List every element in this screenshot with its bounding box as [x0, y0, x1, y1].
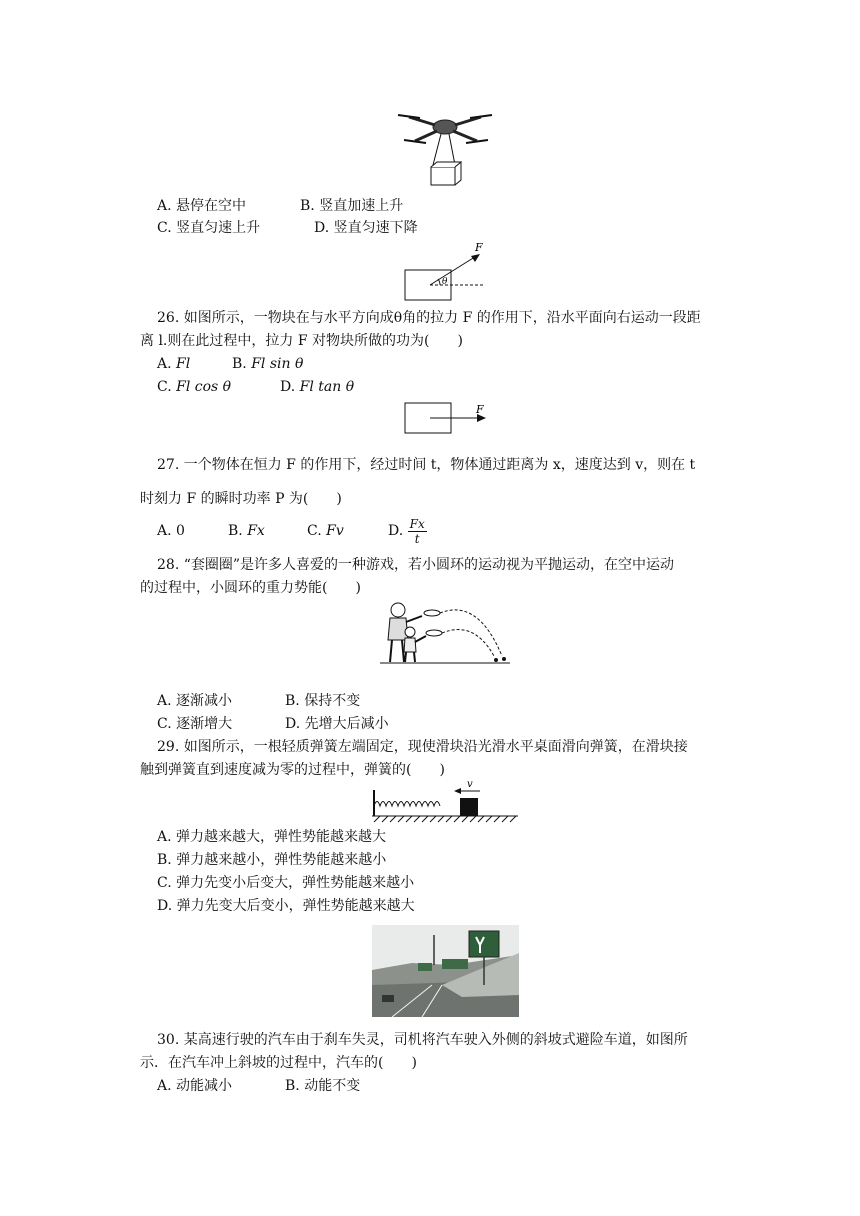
spring: [374, 802, 440, 807]
q27-figure: [400, 400, 490, 436]
q30-stem-cont: 示．在汽车冲上斜坡的过程中，汽车的( ): [140, 1055, 417, 1071]
ring-icon: [424, 610, 440, 616]
q29-option-b[interactable]: B. 弹力越来越小，弹性势能越来越小: [157, 852, 387, 868]
q27-stem: 27. 一个物体在恒力 F 的作用下，经过时间 t，物体通过距离为 x，速度达到 v，则在 t: [157, 457, 696, 473]
force-label: F: [476, 403, 484, 416]
q28-option-c[interactable]: C. 逐渐增大: [157, 716, 233, 732]
q28-stem-cont: 的过程中，小圆环的重力势能( ): [140, 580, 361, 596]
q30-stem: 30. 某高速行驶的汽车由于刹车失灵，司机将汽车驶入外侧的斜坡式避险车道，如图所: [157, 1032, 688, 1048]
ramp-photo: [372, 925, 519, 1017]
ring-icon: [426, 630, 442, 636]
cargo-box: [431, 167, 455, 185]
q29-option-c[interactable]: C. 弹力先变小后变大，弹性势能越来越小: [157, 875, 415, 891]
slider-block: [460, 798, 478, 816]
q25-option-d[interactable]: D. 竖直匀速下降: [314, 220, 418, 236]
q26-figure: [400, 242, 490, 304]
q27-option-b[interactable]: B. Fx: [228, 523, 265, 539]
force-label: F: [475, 242, 483, 254]
drone-figure: [395, 105, 495, 190]
q29-option-d[interactable]: D. 弹力先变大后变小，弹性势能越来越大: [157, 898, 415, 914]
q29-option-a[interactable]: A. 弹力越来越大，弹性势能越来越大: [157, 829, 387, 845]
q25-option-b[interactable]: B. 竖直加速上升: [300, 198, 404, 214]
spring-figure: [370, 778, 520, 824]
q27-option-a[interactable]: A. 0: [157, 523, 185, 539]
q29-stem: 29. 如图所示，一根轻质弹簧左端固定，现使滑块沿光滑水平桌面滑向弹簧，在滑块接: [157, 739, 688, 755]
angle-label: θ: [442, 277, 448, 287]
q30-option-b[interactable]: B. 动能不变: [285, 1078, 361, 1094]
q27-option-d[interactable]: D. $\frac{Fx}{t}$: [388, 516, 425, 546]
fraction: $\frac{Fx}{t}$: [409, 516, 425, 546]
q25-option-a[interactable]: A. 悬停在空中: [157, 198, 247, 214]
q27-stem-cont: 时刻力 F 的瞬时功率 P 为( ): [140, 491, 342, 507]
q25-option-c[interactable]: C. 竖直匀速上升: [157, 220, 261, 236]
q26-stem-cont: 离 l.则在此过程中，拉力 F 对物块所做的功为( ): [140, 333, 463, 349]
q28-option-d[interactable]: D. 先增大后减小: [285, 716, 389, 732]
ring-toss-figure: [378, 598, 512, 668]
q28-option-b[interactable]: B. 保持不变: [285, 693, 361, 709]
q29-stem-cont: 触到弹簧直到速度减为零的过程中，弹簧的( ): [140, 762, 445, 778]
q26-option-b[interactable]: B. Fl sin θ: [232, 356, 304, 372]
q26-option-a[interactable]: A. Fl: [157, 356, 191, 372]
q30-option-a[interactable]: A. 动能减小: [157, 1078, 233, 1094]
q26-option-c[interactable]: C. Fl cos θ: [157, 379, 232, 395]
road-sign: [469, 931, 499, 957]
q27-option-c[interactable]: C. Fv: [307, 523, 344, 539]
q28-stem: 28. “套圈圈”是许多人喜爱的一种游戏，若小圆环的运动视为平抛运动，在空中运动: [157, 557, 675, 573]
q28-option-a[interactable]: A. 逐渐减小: [157, 693, 233, 709]
velocity-label: v: [467, 779, 473, 790]
q26-option-d[interactable]: D. Fl tan θ: [280, 379, 355, 395]
q26-stem: 26. 如图所示，一物块在与水平方向成θ角的拉力 F 的作用下，沿水平面向右运动一段距: [157, 310, 701, 326]
